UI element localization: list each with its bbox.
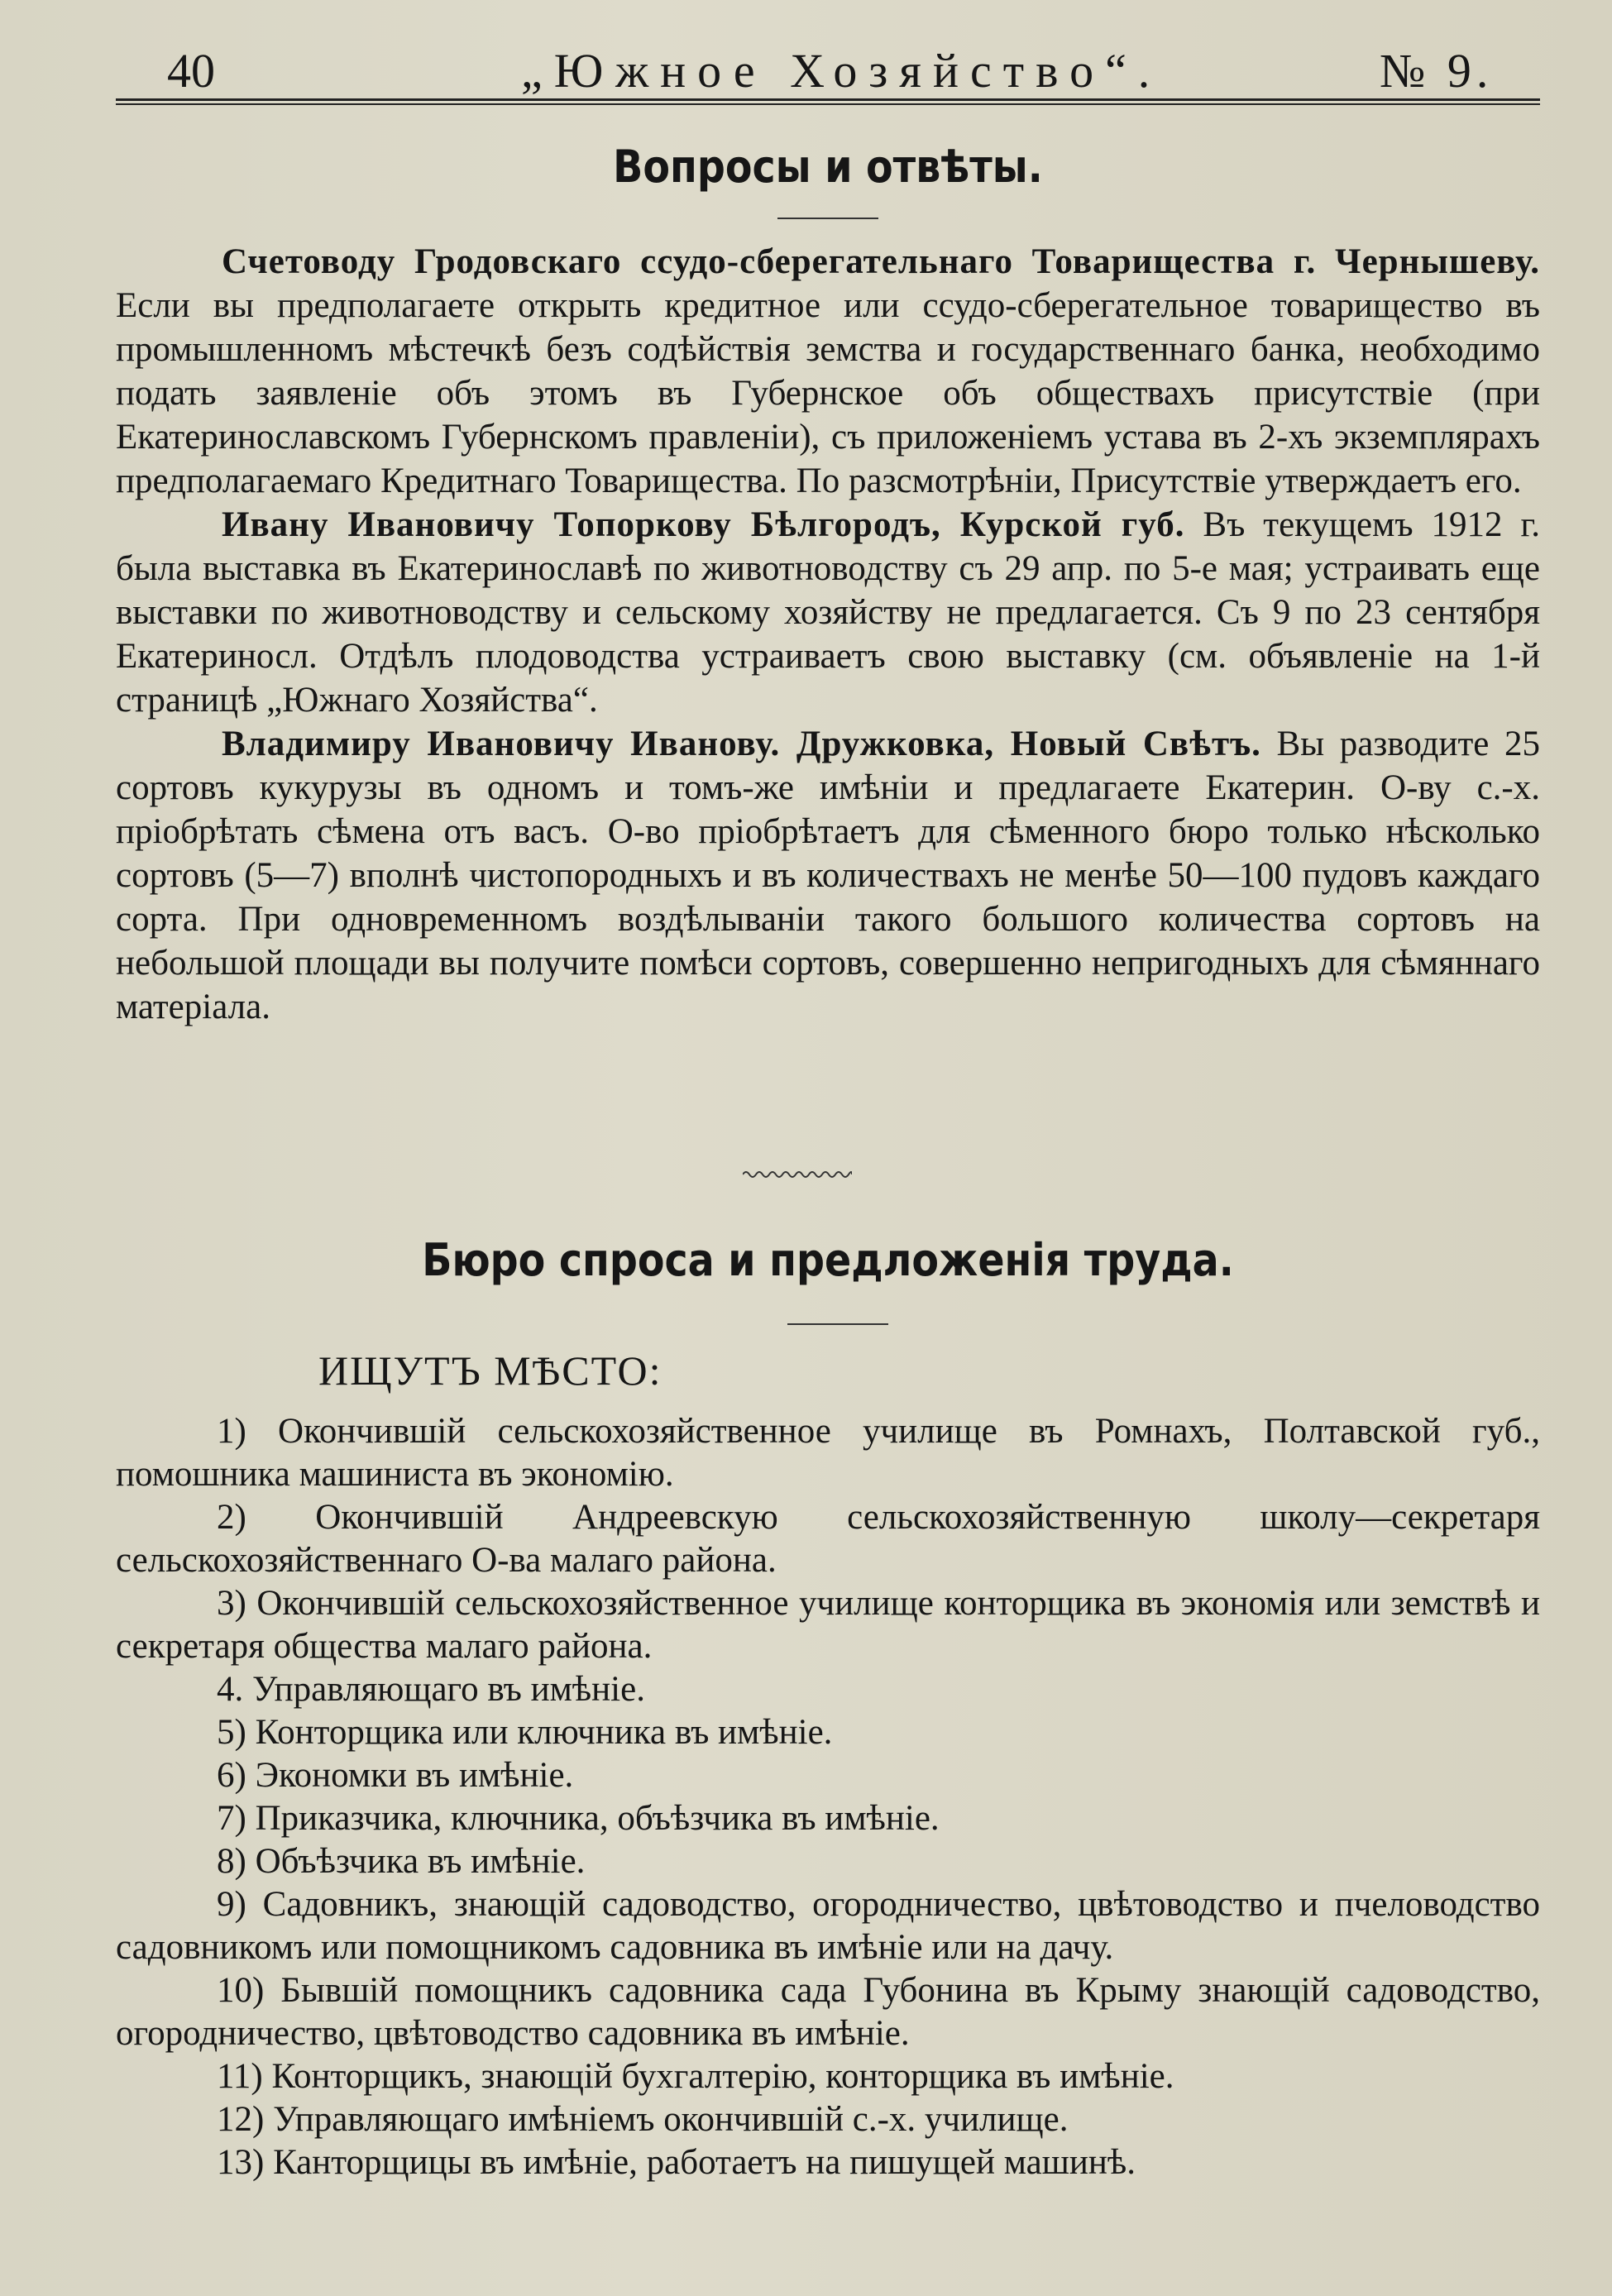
qa-entry bbox=[116, 722, 1540, 1029]
qa-title: Вопросы и отвѣты. bbox=[613, 141, 1043, 193]
list-item: 5) Конторщика или ключника въ имѣніе. bbox=[217, 1713, 833, 1752]
list-item: 6) Экономки въ имѣніе. bbox=[217, 1756, 574, 1795]
qa-entry bbox=[116, 503, 1540, 722]
list-item: 11) Конторщикъ, знающій бухгалтерію, конторщика въ имѣніе. bbox=[217, 2057, 1174, 2096]
list-item: 12) Управляющаго имѣніемъ окончившій с.-х. училище. bbox=[217, 2100, 1069, 2139]
list-item: 13) Канторщицы въ имѣніе, работаетъ на пишущей машинѣ. bbox=[217, 2143, 1136, 2182]
seeking-position-heading: ИЩУТЪ МѢСТО: bbox=[318, 1347, 662, 1394]
qa-addressee: Ивану Ивановичу Топоркову Бѣлгородъ, Курской губ. bbox=[222, 505, 1185, 544]
list-item: 1) Окончившій сельскохозяйственное училище въ Ромнахъ, Полтавской губ., помошника машиниста въ экономію. bbox=[116, 1412, 1540, 1494]
qa-answer: Вы разводите 25 сортовъ кукурузы въ одномъ и томъ-же имѣніи и предлагаете Екатерин. О-ву с.-х. пріобрѣтать сѣмена отъ васъ. О-во пріобрѣтаетъ для сѣменного бюро только нѣсколько сортовъ (5—7) вполнѣ чистопородныхъ и въ количествахъ не менѣе 50—100 пудовъ каждаго сорта. При одновременномъ воздѣлываніи такого большого количества сортовъ на небольшой площади вы получите помѣси сортовъ, совершенно непригодныхъ для сѣмяннаго матеріала. bbox=[116, 725, 1540, 1026]
ornament-divider bbox=[743, 1168, 852, 1181]
qa-section bbox=[116, 240, 1540, 1029]
list-item: 9) Садовникъ, знающій садоводство, огородничество, цвѣтоводство и пчеловодство садовникомъ или помощникомъ садовника въ имѣніе или на дачу. bbox=[116, 1885, 1540, 1967]
qa-addressee: Счетоводу Гродовскаго ссудо-сберегательнаго Товарищества г. Чернышеву. bbox=[222, 242, 1540, 281]
list-item: 10) Бывшій помощникъ садовника сада Губонина въ Крыму знающій садоводство, огородничество, цвѣтоводство садовника въ имѣніе. bbox=[116, 1971, 1540, 2053]
qa-answer: Въ текущемъ 1912 г. была выставка въ Екатеринославѣ по животноводству съ 29 апр. по 5-е мая; устраивать еще выставки по животноводству и сельскому хозяйству не предлагается. Съ 9 по 23 сентября Екатериносл. Отдѣлъ плодоводства устраиваетъ свою выставку (см. объявленіе на 1-й страницѣ „Южнаго Хозяйства“. bbox=[116, 505, 1540, 720]
header-rule bbox=[116, 98, 1540, 101]
list-item: 3) Окончившій сельскохозяйственное училище конторщика въ экономія или земствѣ и секретаря общества малаго района. bbox=[116, 1584, 1540, 1666]
page-number: 40 bbox=[167, 44, 215, 98]
bureau-title: Бюро спроса и предложенія труда. bbox=[422, 1234, 1234, 1286]
header-rule-thin bbox=[116, 103, 1540, 105]
issue-number: № 9. bbox=[1380, 44, 1494, 98]
journal-title: „Южное Хозяйство“. bbox=[521, 44, 1162, 98]
list-item: 8) Объѣзчика въ имѣніе. bbox=[217, 1842, 586, 1881]
page-header bbox=[116, 33, 1538, 99]
list-item: 7) Приказчика, ключника, объѣзчика въ имѣніе. bbox=[217, 1799, 940, 1838]
job-seekers-list bbox=[116, 1410, 1540, 2184]
qa-entry bbox=[116, 240, 1540, 503]
list-item: 2) Окончившій Андреевскую сельскохозяйственную школу—секретаря сельскохозяйственнаго О-ва малаго района. bbox=[116, 1498, 1540, 1580]
list-item: 4. Управляющаго въ имѣніе. bbox=[217, 1670, 645, 1709]
title-divider bbox=[777, 218, 878, 219]
title-divider bbox=[787, 1323, 888, 1325]
qa-addressee: Владимиру Ивановичу Иванову. Дружковка, Новый Свѣтъ. bbox=[222, 725, 1261, 763]
qa-answer: Если вы предполагаете открыть кредитное или ссудо-сберегательное товарищество въ промышленномъ мѣстечкѣ безъ содѣйствія земства и государственнаго банка, необходимо подать заявленіе объ этомъ въ Губернское объ обществахъ присутствіе (при Екатеринославскомъ Губернскомъ правленіи), съ приложеніемъ устава въ 2-хъ экземплярахъ предполагаемаго Кредитнаго Товарищества. По разсмотрѣніи, Присутствіе утверждаетъ его. bbox=[116, 286, 1540, 500]
